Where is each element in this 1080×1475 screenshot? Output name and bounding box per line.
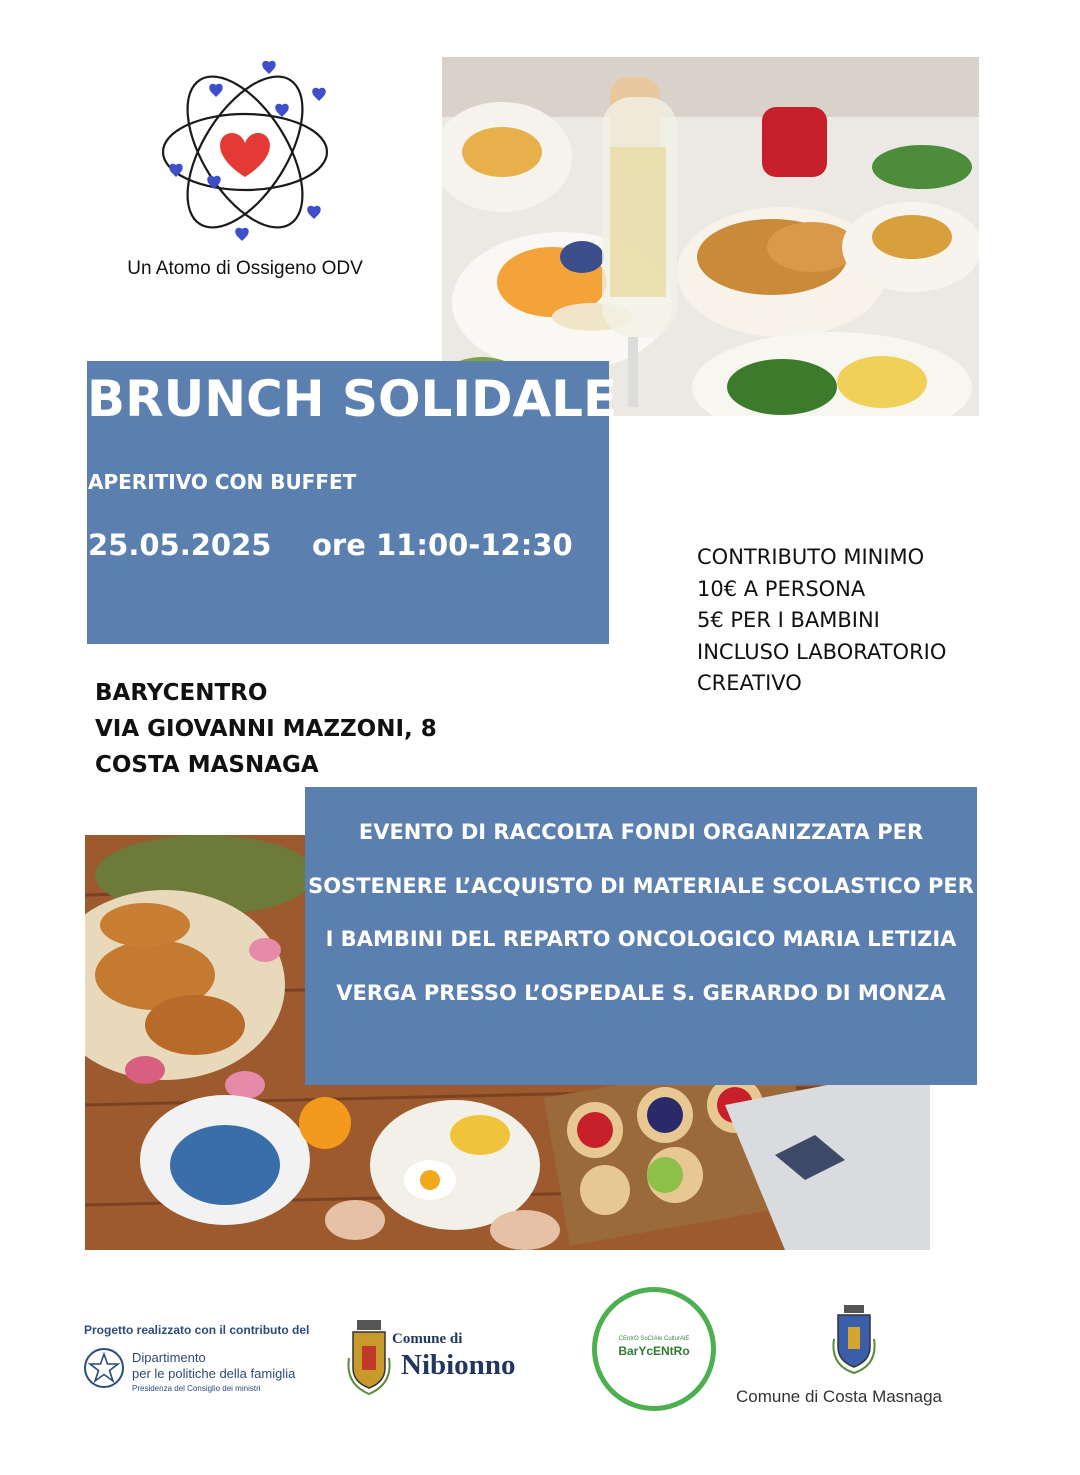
location-line: BARYCENTRO [95,680,268,706]
organization-name: Un Atomo di Ossigeno ODV [127,258,363,279]
description-line: I BAMBINI DEL REPARTO ONCOLOGICO MARIA LETIZIA [325,927,957,951]
event-location [95,675,437,783]
description-line: EVENTO DI RACCOLTA FONDI ORGANIZZATA PER [358,820,924,844]
event-description [305,806,977,1020]
atom-heart-logo [150,55,340,250]
description-line: VERGA PRESSO L’OSPEDALE S. GERARDO DI MONZA [336,980,946,1005]
contribution-line: CREATIVO [697,671,802,695]
ministry-caption: Progetto realizzato con il contributo del [84,1323,310,1337]
location-line: COSTA MASNAGA [95,752,319,778]
nibionno-line2: Nibionno [401,1349,516,1381]
contribution-line: CONTRIBUTO MINIMO [697,545,925,569]
contribution-line: 5€ PER I BAMBINI [697,608,880,632]
contribution-line: 10€ A PERSONA [697,576,866,601]
location-line: VIA GIOVANNI MAZZONI, 8 [95,716,437,742]
ministry-subtitle: Presidenza del Consiglio dei ministri [132,1384,261,1393]
nibionno-line1: Comune di [392,1331,463,1347]
event-date: 25.05.2025 [88,528,272,562]
event-subtitle: APERITIVO CON BUFFET [88,470,357,494]
ministry-name-line2: per le politiche della famiglia [132,1366,296,1381]
barycentro-sponsor-logo [592,1287,716,1411]
barycentro-subtitle: CEntrO SoCIAle CulturAlE [618,1336,690,1342]
costa-masnaga-name: Comune di Costa Masnaga [736,1387,943,1406]
barycentro-name: BarYcENtRo [618,1344,690,1358]
nibionno-sponsor-logo [345,1318,545,1398]
italian-emblem-icon [82,1346,126,1390]
costa-masnaga-sponsor-logo [730,1305,970,1410]
contribution-info [697,542,946,700]
event-title: BRUNCH SOLIDALE [87,370,618,428]
event-time: ore 11:00-12:30 [312,528,573,562]
nibionno-crest-icon [345,1318,393,1396]
ministry-name-line1: Dipartimento [132,1350,206,1365]
heart-icon [220,133,270,177]
costa-masnaga-crest-icon [830,1305,878,1375]
contribution-line: INCLUSO LABORATORIO [697,639,947,664]
ministry-sponsor-logo [82,1320,332,1400]
description-line: SOSTENERE L’ACQUISTO DI MATERIALE SCOLASTICO PER [308,873,974,898]
